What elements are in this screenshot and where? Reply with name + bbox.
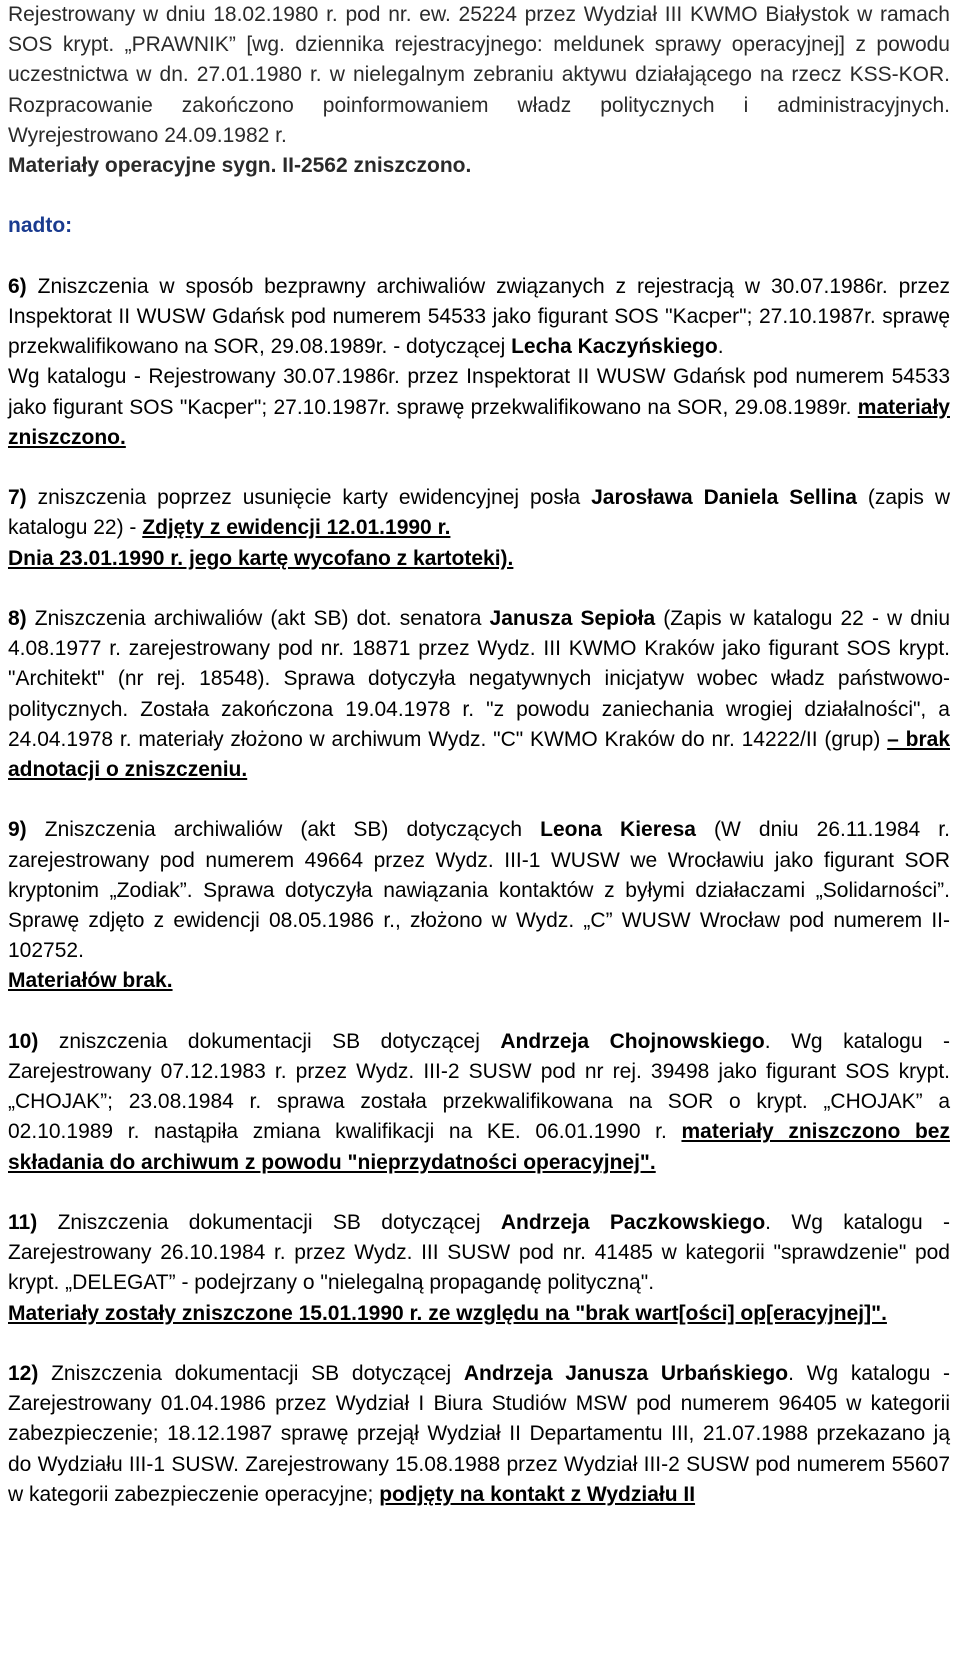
item-number: 9) xyxy=(8,818,27,842)
person-name: Janusza Sepioła xyxy=(489,607,656,630)
intro-paragraph xyxy=(8,0,950,181)
item-text: . xyxy=(717,335,724,359)
person-name: Andrzeja Janusza Urbańskiego xyxy=(463,1362,789,1386)
item-text: zniszczenia dokumentacji SB dotyczącej xyxy=(38,1029,501,1053)
item-10 xyxy=(8,1027,950,1178)
item-number: 7) xyxy=(8,486,27,510)
destruction-note: Materiały zostały zniszczone 15.01.1990 r. ze względu na "brak wart[ości] op[eracyjnej]". xyxy=(8,1301,887,1325)
intro-materials-note: Materiały operacyjne sygn. II-2562 zniszczono. xyxy=(8,154,472,178)
annotation-note: – brak adnotacji o zniszczeniu. xyxy=(8,727,950,782)
item-text: Zniszczenia w sposób bezprawny archiwaliów związanych z rejestracją w 30.07.1986r. przez Inspektorat II WUSW Gdańsk pod numerem 54533 jako figurant SOS "Kacper"; 27.10.1987r. sprawę przekwalifikowano na SOR, 29.08.1989r. - dotyczącej xyxy=(8,274,950,359)
item-text: . Wg katalogu - Zarejestrowany 01.04.1986 przez Wydział I Biura Studiów MSW pod numerem 96405 w kategorii zabezpieczenie; 18.12.1987 sprawę przejął Wydział II Departamentu III, 21.07.1988 przekazano ją do Wydziału III-1 SUSW. Zarejestrowany 15.08.1988 przez Wydział III-2 SUSW pod numerem 55607 w kategorii zabezpieczenie operacyjne; xyxy=(8,1362,950,1506)
item-number: 12) xyxy=(8,1362,39,1386)
item-text: Zniszczenia archiwaliów (akt SB) dotyczących xyxy=(26,818,541,842)
catalog-text: Wg katalogu - Rejestrowany 30.07.1986r. przez Inspektorat II WUSW Gdańsk pod numerem 54533 jako figurant SOS "Kacper"; 27.10.1987r. sprawę przekwalifikowano na SOR, 29.08.1989r. xyxy=(8,365,950,419)
destruction-note: materiały zniszczono. xyxy=(8,395,950,449)
item-text: Zniszczenia dokumentacji SB dotyczącej xyxy=(37,1211,501,1235)
item-text: Zniszczenia archiwaliów (akt SB) dot. senatora xyxy=(26,607,490,630)
person-name: Lecha Kaczyńskiego xyxy=(511,335,718,359)
nadto-heading: nadto: xyxy=(8,214,73,238)
item-number: 11) xyxy=(8,1211,38,1235)
item-7 xyxy=(8,483,950,574)
item-text: zniszczenia poprzez usunięcie karty ewidencyjnej posła xyxy=(26,486,592,510)
withdrawal-note: Dnia 23.01.1990 r. jego kartę wycofano z kartoteki). xyxy=(8,546,514,570)
person-name: Andrzeja Paczkowskiego xyxy=(500,1211,766,1235)
item-text: (W dniu 26.11.1984 r. zarejestrowany pod numerem 49664 przez Wydz. III-1 WUSW we Wrocławiu jako figurant SOR kryptonim „Zodiak”. Sprawa dotyczyła nawiązania kontaktów z byłymi działaczami „Solidarności”. Sprawę zdjęto z ewidencji 08.05.1986 r., złożono w Wydz. „C” WUSW Wrocław pod numerem II-102752. xyxy=(8,818,950,963)
person-name: Leona Kieresa xyxy=(540,818,696,842)
contact-note: podjęty na kontakt z Wydziału II xyxy=(379,1482,696,1506)
person-name: Andrzeja Chojnowskiego xyxy=(500,1029,765,1053)
item-12 xyxy=(8,1359,950,1510)
item-text: Zniszczenia dokumentacji SB dotyczącej xyxy=(38,1362,464,1386)
person-name: Jarosława Daniela Sellina xyxy=(591,486,857,510)
removal-note: Zdjęty z ewidencji 12.01.1990 r. xyxy=(142,516,451,540)
item-11 xyxy=(8,1208,950,1329)
item-number: 8) xyxy=(8,607,27,630)
item-text: . Wg katalogu - Zarejestrowany 07.12.1983 r. przez Wydz. III-2 SUSW pod nr rej. 39498 jako figurant SOS krypt. „CHOJAK”; 23.08.1984 r. sprawa została przekwalifikowana na SOR o krypt. „CHOJAK” a 02.10.1989 r. nastąpiła zmiana kwalifikacji na KE. 06.01.1990 r. xyxy=(8,1029,950,1144)
item-8 xyxy=(8,604,950,785)
item-text: . Wg katalogu - Zarejestrowany 26.10.1984 r. przez Wydz. III SUSW pod nr. 41485 w kategorii "sprawdzenie" pod krypt. „DELEGAT” - podejrzany o "nielegalną propagandę polityczną". xyxy=(8,1211,950,1295)
item-9 xyxy=(8,815,950,996)
intro-text: Rejestrowany w dniu 18.02.1980 r. pod nr. ew. 25224 przez Wydział III KWMO Białystok w ramach SOS krypt. „PRAWNIK” [wg. dziennika rejestracyjnego: meldunek sprawy operacyjnej] z powodu uczestnictwa w dn. 27.01.1980 r. w nielegalnym zebraniu aktywu działającego na rzecz KSS-KOR. Rozpracowanie zakończono poinformowaniem władz politycznych i administracyjnych. Wyrejestrowano 24.09.1982 r. xyxy=(8,3,950,147)
item-text: (zapis w katalogu 22) - xyxy=(8,486,950,540)
item-text: (Zapis w katalogu 22 - w dniu 4.08.1977 r. zarejestrowany pod nr. 18871 przez Wydz. III KWMO Kraków jako figurant SOS krypt. "Architekt" (nr rej. 18548). Sprawa dotyczyła negatywnych inicjatyw wobec władz państwowo- politycznych. Została zakończona 19.04.1978 r. "z powodu zaniechania wrogiej działalności", a 24.04.1978 r. materiały złożono w archiwum Wydz. "C" KWMO Kraków do nr. 14222/II (grup) xyxy=(8,607,950,751)
item-6 xyxy=(8,272,950,453)
destruction-note: materiały zniszczono bez składania do archiwum z powodu "nieprzydatności operacyjnej". xyxy=(8,1120,950,1174)
item-number: 6) xyxy=(8,274,27,298)
item-number: 10) xyxy=(8,1029,39,1053)
materials-note: Materiałów brak. xyxy=(8,969,173,993)
nadto-label xyxy=(8,211,950,241)
